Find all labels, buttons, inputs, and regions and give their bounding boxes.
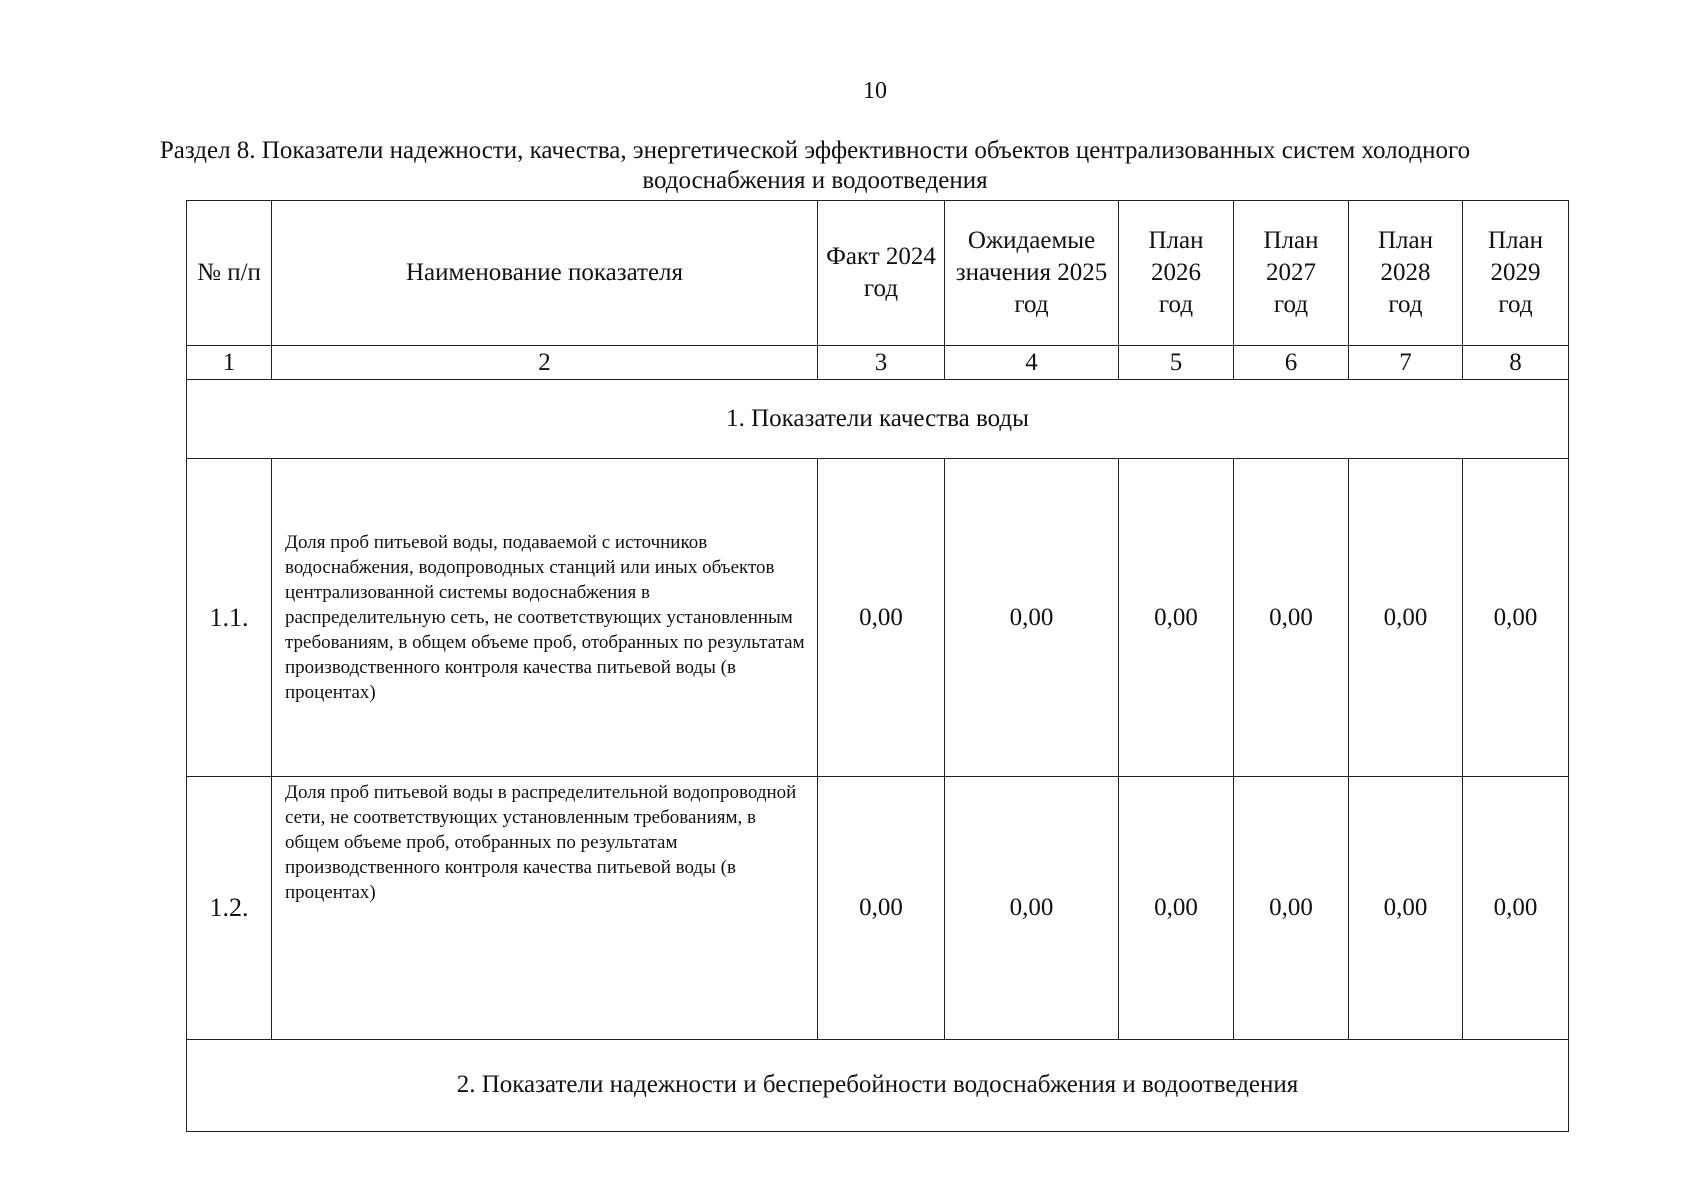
row-1-1-number: 1.1. bbox=[187, 459, 272, 777]
row-1-2-number: 1.2. bbox=[187, 777, 272, 1040]
row-1-2-expected-2025: 0,00 bbox=[945, 777, 1119, 1040]
indicators-table bbox=[186, 200, 1569, 1132]
column-number-6: 6 bbox=[1234, 346, 1349, 380]
column-number-3: 3 bbox=[818, 346, 945, 380]
header-cell-expected-2025: Ожидаемые значения 2025 год bbox=[945, 201, 1119, 346]
row-1-1-indicator-name: Доля проб питьевой воды, подаваемой с источников водоснабжения, водопроводных станций или иных объектов централизованной системы водоснабжения в распределительную сеть, не соответствующих установленным требованиям, в общем объеме проб, отобранных по результатам производственного контроля качества питьевой воды (в процентах) bbox=[272, 459, 818, 777]
section-1-title: 1. Показатели качества воды bbox=[187, 380, 1568, 459]
row-1-2-fact-2024: 0,00 bbox=[818, 777, 945, 1040]
row-1-1-expected-2025: 0,00 bbox=[945, 459, 1119, 777]
row-1-1-fact-2024: 0,00 bbox=[818, 459, 945, 777]
header-cell-plan-2028: План 2028 год bbox=[1349, 201, 1463, 346]
column-number-7: 7 bbox=[1349, 346, 1463, 380]
column-number-5: 5 bbox=[1119, 346, 1234, 380]
column-number-1: 1 bbox=[187, 346, 272, 380]
column-number-8: 8 bbox=[1463, 346, 1568, 380]
row-1-1-plan-2026: 0,00 bbox=[1119, 459, 1234, 777]
page-number: 10 bbox=[863, 78, 887, 104]
section-title: Раздел 8. Показатели надежности, качества, энергетической эффективности объектов централизованных систем холодного водоснабжения и водоотведения bbox=[159, 137, 1471, 194]
header-cell-plan-2027: План 2027 год bbox=[1234, 201, 1349, 346]
header-cell-plan-2026: План 2026 год bbox=[1119, 201, 1234, 346]
row-1-2-indicator-name: Доля проб питьевой воды в распределительной водопроводной сети, не соответствующих установленным требованиям, в общем объеме проб, отобранных по результатам производственного контроля качества питьевой воды (в процентах) bbox=[272, 777, 818, 1040]
column-number-2: 2 bbox=[272, 346, 818, 380]
header-cell-fact-2024: Факт 2024 год bbox=[818, 201, 945, 346]
row-1-1-plan-2027: 0,00 bbox=[1234, 459, 1349, 777]
column-number-4: 4 bbox=[945, 346, 1119, 380]
header-cell-plan-2029: План 2029 год bbox=[1463, 201, 1568, 346]
header-cell-indicator-name: Наименование показателя bbox=[272, 201, 818, 346]
row-1-2-plan-2026: 0,00 bbox=[1119, 777, 1234, 1040]
section-2-title: 2. Показатели надежности и бесперебойности водоснабжения и водоотведения bbox=[456, 1071, 1299, 1098]
header-cell-number: № п/п bbox=[187, 201, 272, 346]
row-1-1-plan-2028: 0,00 bbox=[1349, 459, 1463, 777]
row-1-1-plan-2029: 0,00 bbox=[1463, 459, 1568, 777]
row-1-2-plan-2027: 0,00 bbox=[1234, 777, 1349, 1040]
row-1-2-plan-2029: 0,00 bbox=[1463, 777, 1568, 1040]
row-1-2-plan-2028: 0,00 bbox=[1349, 777, 1463, 1040]
